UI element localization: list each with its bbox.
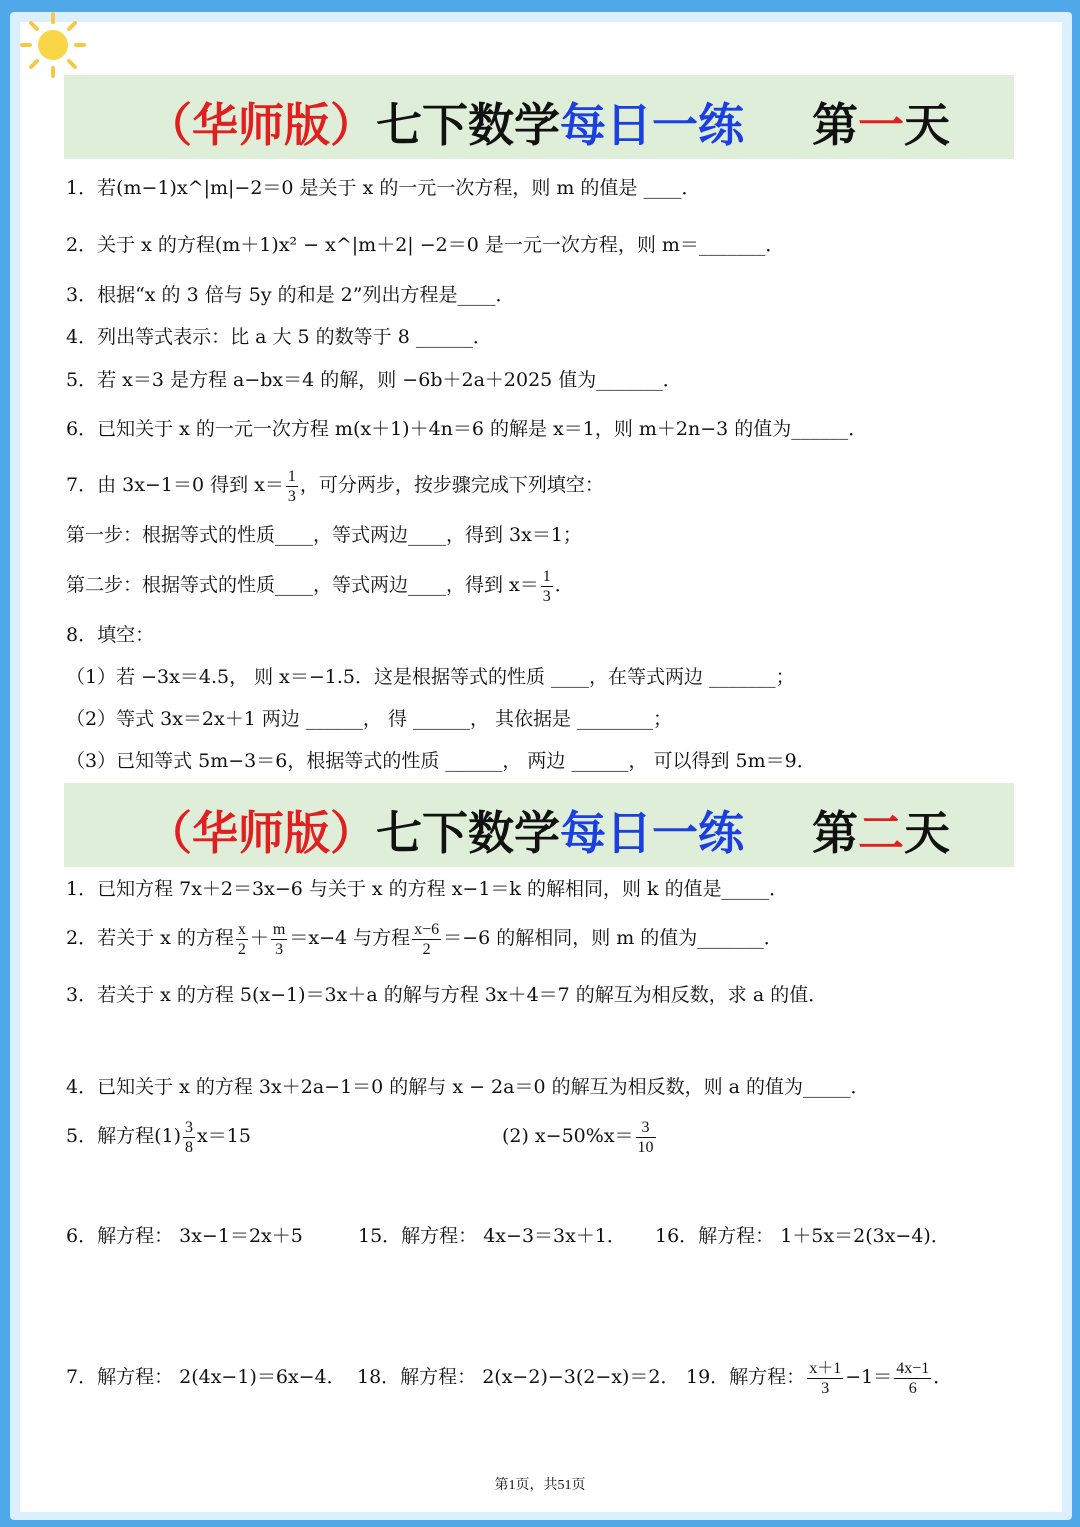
day2-question-7: 7．解方程： 2(4x−1)＝6x−4．	[66, 1366, 346, 1388]
day2-question-15: 15．解方程： 4x−3＝3x＋1．	[358, 1225, 626, 1247]
day2-question-2: 2．若关于 x 的方程 $\frac{x}{2}$ ＋ $\frac{m}{3}$ ＝x−4 与方程 $\frac{x-6}{2}$ ＝−6 的解相同，则 m 的值为_______．	[66, 920, 783, 958]
day2-question-16: 16．解方程： 1＋5x＝2(3x−4)．	[655, 1225, 950, 1247]
day2-question-4: 4．已知关于 x 的方程 3x＋2a−1＝0 的解与 x − 2a＝0 的解互为相反数，则 a 的值为_____．	[66, 1076, 870, 1098]
day1-title-banner	[64, 75, 1014, 159]
page-number-footer: 第1页，共51页	[494, 1478, 586, 1493]
day2-question-5: 5．解方程(1) $\frac{3}{8}$ x＝15	[66, 1118, 251, 1156]
fraction: $\frac{x+1}{3}$	[809, 1359, 842, 1397]
sun-icon	[18, 10, 88, 80]
day1-question-3: 3．根据“x 的 3 倍与 5y 的和是 2”列出方程是____．	[66, 284, 515, 306]
day1-question-8-2: （2）等式 3x＝2x＋1 两边 ______， 得 ______， 其依据是 ________；	[66, 708, 673, 730]
day1-title: （华师版）七下数学每日一练	[146, 98, 744, 152]
day2-question-3: 3．若关于 x 的方程 5(x−1)＝3x＋a 的解与方程 3x＋4＝7 的解互为相反数，求 a 的值．	[66, 984, 828, 1006]
day1-question-5: 5．若 x＝3 是方程 a−bx＝4 的解，则 −6b＋2a＋2025 值为_______．	[66, 369, 682, 391]
day1-question-1: 1．若(m−1)x^|m|−2＝0 是关于 x 的一元一次方程，则 m 的值是 ____．	[66, 177, 701, 199]
day2-question-19: 19．解方程： $\frac{x+1}{3}$ −1＝ $\frac{4x-1}{6}$ ．	[686, 1359, 953, 1397]
day2-label: 第二天	[812, 806, 950, 860]
day1-question-2: 2．关于 x 的方程(m＋1)x² − x^|m＋2| −2＝0 是一元一次方程，则 m＝_______．	[66, 234, 785, 256]
day1-question-7-step1: 第一步：根据等式的性质____，等式两边____，得到 3x＝1；	[66, 524, 582, 546]
fraction: $\frac{3}{10}$	[637, 1118, 654, 1156]
day2-question-1: 1．已知方程 7x＋2＝3x−6 与关于 x 的方程 x−1＝k 的解相同，则 k 的值是_____．	[66, 878, 789, 900]
day1-question-8-3: （3）已知等式 5m−3＝6，根据等式的性质 ______， 两边 ______， 可以得到 5m＝9．	[66, 750, 816, 772]
day1-question-8: 8．填空：	[66, 624, 155, 646]
fraction: $\frac{3}{8}$	[185, 1118, 194, 1156]
day1-question-7-step2: 第二步：根据等式的性质____，等式两边____，得到 x＝ $\frac{1}{3}$ ．	[66, 567, 574, 605]
day2-question-18: 18．解方程： 2(x−2)−3(2−x)＝2．	[357, 1366, 680, 1388]
day2-title: （华师版）七下数学每日一练	[146, 806, 744, 860]
fraction: $\frac{4x-1}{6}$	[896, 1359, 930, 1397]
fraction: $\frac{x}{2}$	[237, 920, 246, 958]
day2-question-5-part2: (2) x−50%x＝ $\frac{3}{10}$	[502, 1118, 654, 1156]
day1-label: 第一天	[812, 98, 950, 152]
day2-title-banner	[64, 783, 1014, 867]
day1-question-7: 7．由 3x−1＝0 得到 x＝ $\frac{1}{3}$ ，可分两步，按步骤完成下列填空：	[66, 467, 604, 505]
fraction: $\frac{1}{3}$	[287, 467, 296, 505]
day1-question-6: 6．已知关于 x 的一元一次方程 m(x＋1)＋4n＝6 的解是 x＝1，则 m＋2n−3 的值为______．	[66, 418, 868, 440]
day1-question-4: 4．列出等式表示：比 a 大 5 的数等于 8 ______．	[66, 326, 492, 348]
fraction: $\frac{1}{3}$	[542, 567, 551, 605]
day2-question-6: 6．解方程： 3x−1＝2x＋5	[66, 1225, 303, 1247]
fraction: $\frac{x-6}{2}$	[414, 920, 440, 958]
day1-question-8-1: （1）若 −3x＝4.5， 则 x＝−1.5．这是根据等式的性质 ____，在等式两边 _______；	[66, 666, 795, 688]
fraction: $\frac{m}{3}$	[272, 920, 286, 958]
